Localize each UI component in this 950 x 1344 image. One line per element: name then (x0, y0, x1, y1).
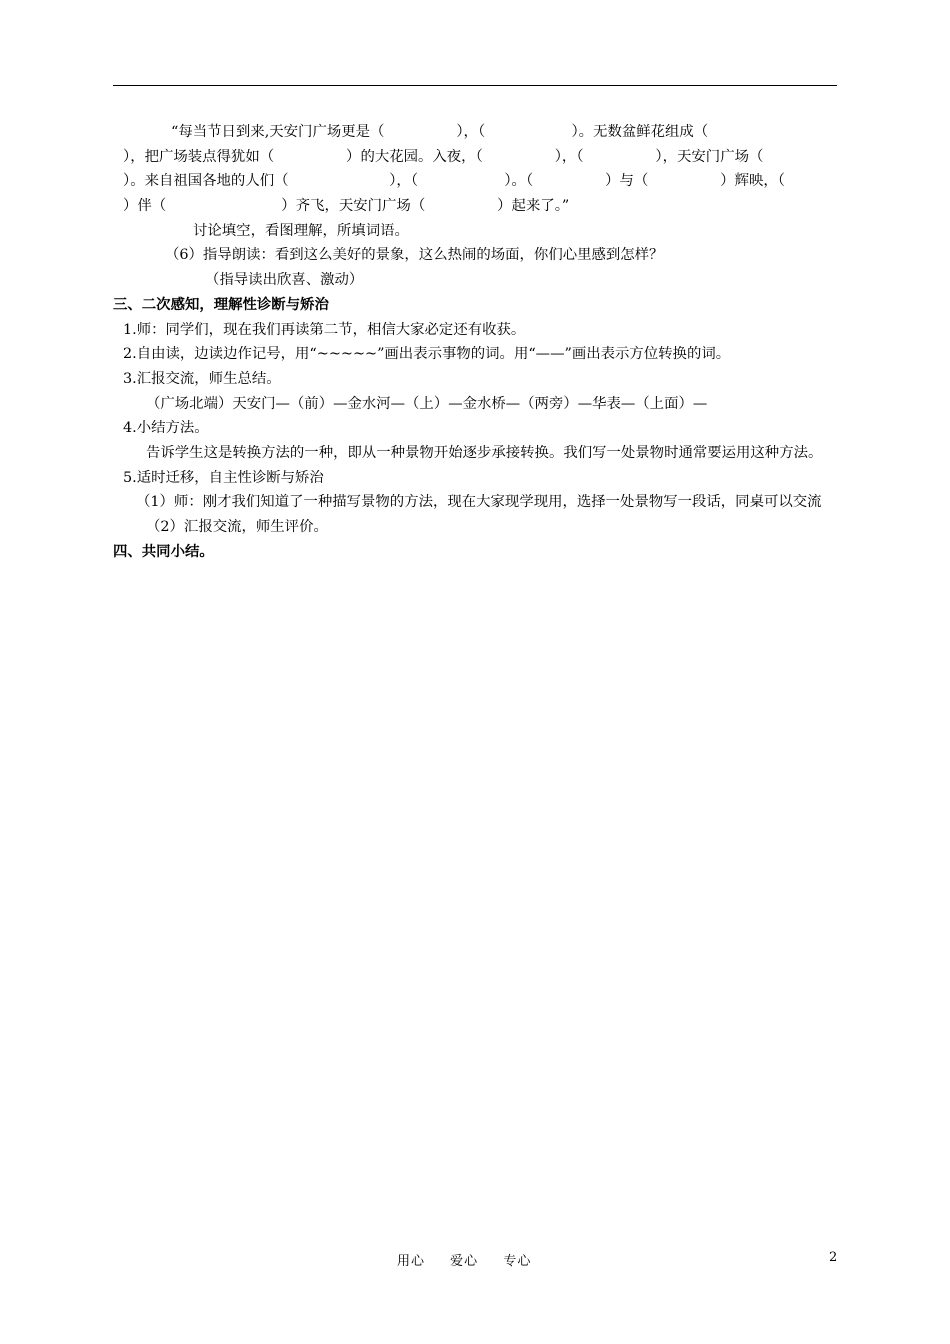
reading-guidance: （6）指导朗读：看到这么美好的景象，这么热闹的场面，你们心里感到怎样？ (165, 247, 664, 264)
header-rule (113, 85, 837, 86)
fill-blank-line-4: ）伴（ ）齐飞，天安门广场（ ）起来了。” (123, 198, 570, 215)
footer-motto-2: 爱心 (450, 1254, 479, 1269)
section-heading-3: 三、二次感知，理解性诊断与矫治 (113, 295, 329, 313)
fill-blank-line-3: ）。来自祖国各地的人们（ ），（ ）。（ ）与（ ）辉映，（ (123, 173, 785, 190)
footer-motto-3: 专心 (503, 1254, 532, 1269)
page-number: 2 (829, 1250, 838, 1265)
fill-blank-line-2: ），把广场装点得犹如（ ）的大花园。入夜，（ ），（ ），天安门广场（ (123, 148, 764, 165)
report-exchange: （2）汇报交流，师生评价。 (146, 519, 328, 536)
footer-motto (397, 1250, 551, 1269)
document-body (113, 120, 837, 564)
footer-motto-1: 用心 (397, 1254, 426, 1269)
step-4: 4.小结方法。 (123, 420, 209, 437)
fill-blank-line-1: “每当节日到来,天安门广场更是（ ），（ ）。无数盆鲜花组成（ (171, 124, 709, 140)
step-1: 1.师：同学们，现在我们再读第二节，相信大家必定还有收获。 (123, 321, 526, 338)
section-heading-4: 四、共同小结。 (113, 542, 214, 560)
method-summary: 告诉学生这是转换方法的一种，即从一种景物开始逐步承接转换。我们写一处景物时通常要运用这种方法。 (146, 444, 823, 461)
discussion-instruction: 讨论填空，看图理解，所填词语。 (193, 222, 409, 239)
position-sequence: （广场北端）天安门—（前）—金水河—（上）—金水桥—（两旁）—华表—（上面）— (146, 395, 708, 412)
step-3: 3.汇报交流，师生总结。 (123, 370, 281, 387)
transfer-exercise: （1）师：刚才我们知道了一种描写景物的方法，现在大家现学现用，选择一处景物写一段话，同桌可以交流 (136, 494, 822, 511)
reading-guidance-note: （指导读出欣喜、激动） (205, 272, 364, 289)
step-2: 2.自由读，边读边作记号，用“~~~~~”画出表示事物的词。用“——”画出表示方位转换的词。 (123, 346, 731, 363)
page-footer (0, 1250, 950, 1270)
step-5: 5.适时迁移，自主性诊断与矫治 (123, 469, 324, 486)
